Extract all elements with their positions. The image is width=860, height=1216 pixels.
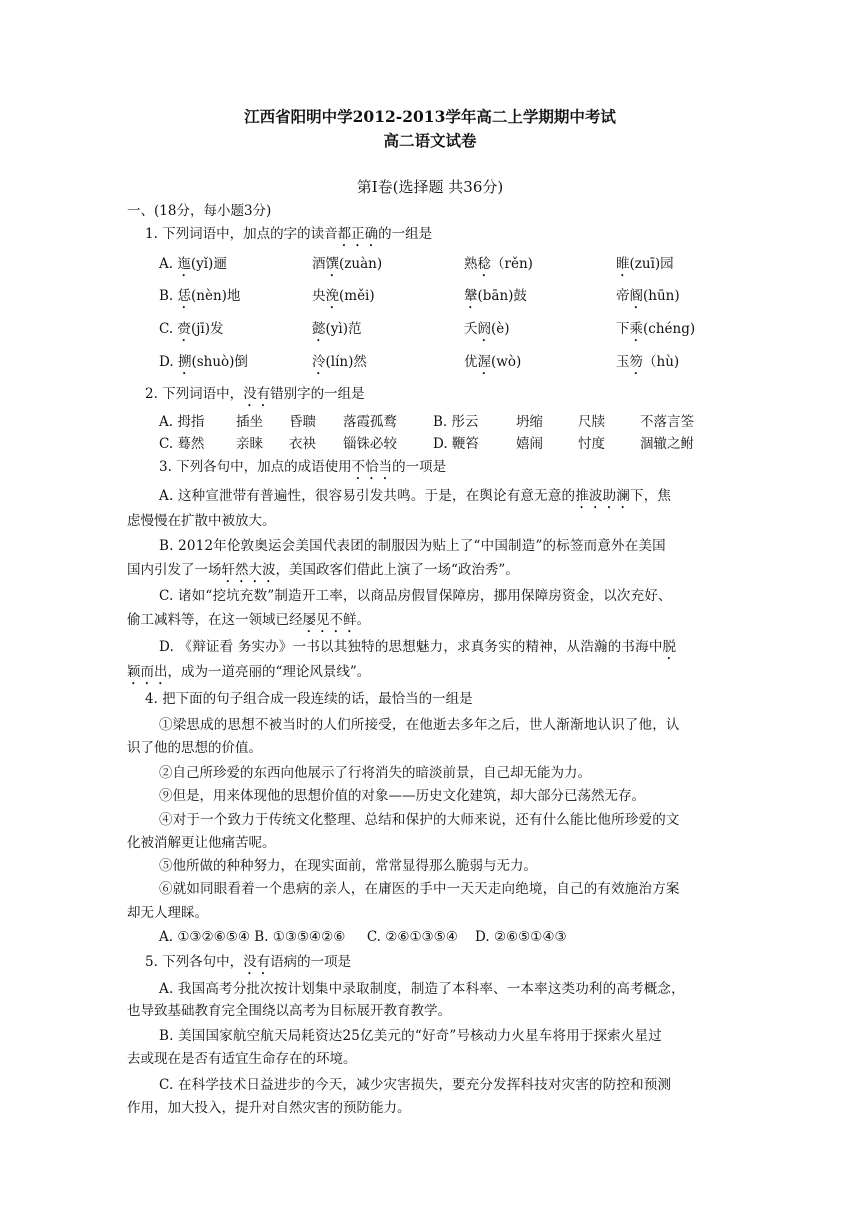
- dotted-char: 馔: [325, 256, 339, 272]
- q1-option-d-2: 泠(lín)然: [312, 354, 367, 370]
- q5-option-b-line1: B. 美国国家航空航天局耗资达25亿美元的“好奇”号核动力火星车将用于探索火星过: [159, 1028, 662, 1044]
- q4-sentence-6-line2: 却无人理睬。: [127, 905, 208, 921]
- dotted-idiom: 推波助澜: [575, 488, 631, 504]
- q5-option-a-line2: 也导致基础教育完全围绕以高考为目标展开教育教学。: [127, 1003, 451, 1019]
- q3-option-c-line1: C. 诸如“挖坑充数”制造开工率，以商品房假冒保障房，挪用保障房资金，以次充好、: [159, 588, 672, 604]
- dotted-text: 没有: [243, 386, 271, 402]
- section-title: 一、(18分，每小题3分): [127, 203, 272, 219]
- text: ，美国政客们借此上演了一场“政治秀”。: [275, 562, 519, 578]
- text: ，成为一道亮丽的“理论风景线”。: [167, 664, 371, 680]
- text: D. 《辩证看 务实办》一书以其独特的思想魅力，求真务实的精神，从浩瀚的书海中: [159, 639, 663, 655]
- dotted-char: 渥: [477, 354, 491, 370]
- q2-d-word-2: 嬉闹: [516, 436, 543, 452]
- dotted-char: 泠: [312, 354, 326, 370]
- q5-option-c-line2: 作用，加大投入，提升对自然灾害的预防能力。: [127, 1100, 411, 1116]
- q1-option-a-3: 熟稔（rěn): [464, 256, 533, 272]
- q1-option-d-1: D. 搠(shuò)倒: [159, 354, 248, 370]
- dotted-text: 都正确: [337, 226, 379, 242]
- dotted-idiom: 轩然大波: [221, 562, 276, 578]
- dotted-char: 搠: [177, 354, 192, 370]
- q2-b-word-1: B. 彤云: [433, 414, 479, 430]
- dotted-char: 恁: [177, 288, 192, 304]
- q4-options: A. ①③②⑥⑤④ B. ①③⑤④②⑥ C. ②⑥①③⑤④ D. ②⑥⑤①④③: [159, 929, 567, 945]
- question-1-stem: [145, 225, 432, 250]
- q5-option-c-line1: C. 在科学技术日益进步的今天，减少灾害损失，要充分发挥科技对灾害的防控和预测: [159, 1077, 672, 1093]
- q1-option-a-2: 酒馔(zuàn): [312, 256, 383, 272]
- dotted-idiom: 颖而出: [127, 664, 168, 680]
- q4-sentence-1-line1: ①梁思成的思想不被当时的人们所接受，在他逝去多年之后，世人渐渐地认识了他，认: [159, 717, 680, 733]
- stem-text: 1. 下列词语中，加点的字的读音: [145, 226, 338, 242]
- q3-option-b-line1: B. 2012年伦敦奥运会美国代表团的制服因为贴上了“中国制造”的标签而意外在美国: [159, 538, 666, 554]
- stem-text: 3. 下列各句中，加点的成语使用: [159, 459, 352, 475]
- dotted-idiom: 脱: [662, 639, 677, 655]
- dotted-char: 乘: [629, 321, 643, 337]
- q1-option-a-1: A. 迤(yǐ)逦: [159, 256, 227, 272]
- dotted-char: 笏: [629, 354, 643, 370]
- question-2-stem: [145, 385, 365, 410]
- q2-c-word-2: 亲睐: [236, 436, 263, 452]
- q1-option-b-3: 鞶(bān)鼓: [464, 288, 527, 304]
- q3-option-c-line2: [127, 611, 370, 636]
- q5-option-b-line2: 去或现在是否有适宜生命存在的环境。: [127, 1051, 357, 1067]
- q4-sentence-2: ②自己所珍爱的东西向他展示了行将消失的暗淡前景，自己却无能为力。: [159, 765, 591, 781]
- text: 偷工减料等，在这一领域已经: [127, 612, 303, 628]
- q2-d-word-1: D. 鞭笞: [433, 436, 479, 452]
- dotted-text: 不恰当: [351, 459, 393, 475]
- q1-option-c-4: 下乘(chéng): [616, 321, 696, 337]
- dotted-text: 没有: [243, 954, 271, 970]
- q1-option-c-2: 懿(yì)范: [312, 321, 362, 337]
- q2-d-word-3: 忖度: [578, 436, 605, 452]
- q4-sentence-4-line2: 化被消解更让他痛苦呢。: [127, 835, 276, 851]
- q1-option-c-1: C. 赍(jī)发: [159, 321, 224, 337]
- q1-option-d-3: 优渥(wò): [464, 354, 522, 370]
- dotted-char: 阍: [629, 288, 643, 304]
- q2-a-word-1: A. 拇指: [159, 414, 205, 430]
- q2-c-word-4: 锱铢必较: [343, 436, 397, 452]
- q2-b-word-2: 坍缩: [516, 414, 543, 430]
- part-title: 第Ⅰ卷(选择题 共36分): [356, 178, 504, 196]
- dotted-char: 浼: [325, 288, 339, 304]
- question-4-stem: 4. 把下面的句子组合成一段连续的话，最恰当的一组是: [145, 691, 473, 707]
- q4-sentence-5: ⑤他所做的种种努力，在现实面前，常常显得那么脆弱与无力。: [159, 858, 537, 874]
- q3-option-d-line1: [159, 638, 676, 663]
- q2-a-word-4: 落霞孤鹜: [343, 414, 397, 430]
- q1-option-b-4: 帝阍(hūn): [616, 288, 680, 304]
- dotted-char: 懿: [312, 321, 326, 337]
- q1-option-b-1: B. 恁(nèn)地: [159, 288, 241, 304]
- text: 国内引发了一场: [127, 562, 222, 578]
- q3-option-a-line1: [159, 487, 671, 512]
- q1-option-a-4: 睢(zuī)园: [616, 256, 674, 272]
- dotted-char: 赍: [177, 321, 191, 337]
- q2-c-word-3: 衣袂: [289, 436, 316, 452]
- q2-c-word-1: C. 蓦然: [159, 436, 205, 452]
- q4-sentence-3: ⑨但是，用来体现他的思想价值的对象——历史文化建筑，却大部分已荡然无存。: [159, 788, 645, 804]
- q1-option-b-2: 央浼(měi): [312, 288, 375, 304]
- q3-option-d-line2: [127, 663, 370, 688]
- exam-title: 江西省阳明中学2012-2013学年高二上学期期中考试: [244, 107, 616, 126]
- exam-subtitle: 高二语文试卷: [383, 131, 477, 150]
- stem-text: 的一项是: [392, 459, 447, 475]
- dotted-char: 睢: [616, 256, 630, 272]
- stem-text: 语病的一项是: [270, 954, 352, 970]
- q3-option-b-line2: [127, 561, 519, 586]
- dotted-char: 鞶: [464, 288, 478, 304]
- q4-sentence-6-line1: ⑥就如同眼看着一个患病的亲人，在庸医的手中一天天走向绝境，自己的有效施治方案: [159, 881, 680, 897]
- question-5-stem: [145, 953, 351, 978]
- dotted-char: 阏: [477, 321, 491, 337]
- stem-text: 错别字的一组是: [270, 386, 365, 402]
- stem-text: 2. 下列词语中，: [145, 386, 244, 402]
- q4-sentence-1-line2: 识了他的思想的价值。: [127, 740, 262, 756]
- text: 。: [356, 612, 370, 628]
- question-3-stem: [159, 458, 446, 483]
- q2-d-word-4: 涸辙之鲋: [640, 436, 694, 452]
- stem-text: 的一组是: [378, 226, 433, 242]
- dotted-char: 迤: [177, 256, 191, 272]
- text: 下，焦: [630, 488, 672, 504]
- stem-text: 5. 下列各句中，: [145, 954, 244, 970]
- q2-b-word-3: 尺牍: [578, 414, 605, 430]
- q2-a-word-3: 昏聩: [289, 414, 316, 430]
- q3-option-a-line2: 虑慢慢在扩散中被放大。: [127, 513, 276, 529]
- dotted-char: 稔: [477, 256, 491, 272]
- q2-a-word-2: 插坐: [236, 414, 263, 430]
- dotted-idiom: 屡见不鲜: [302, 612, 357, 628]
- q1-option-c-3: 夭阏(è): [464, 321, 510, 337]
- text: A. 这种宣泄带有普遍性，很容易引发共鸣。于是，在舆论有意无意的: [159, 488, 576, 504]
- q1-option-d-4: 玉笏（hù): [616, 354, 680, 370]
- q2-b-word-4: 不落言筌: [640, 414, 694, 430]
- q5-option-a-line1: A. 我国高考分批次按计划集中录取制度，制造了本科率、一本率这类功利的高考概念，: [159, 981, 685, 997]
- q4-sentence-4-line1: ④对于一个致力于传统文化整理、总结和保护的大师来说，还有什么能比他所珍爱的文: [159, 812, 680, 828]
